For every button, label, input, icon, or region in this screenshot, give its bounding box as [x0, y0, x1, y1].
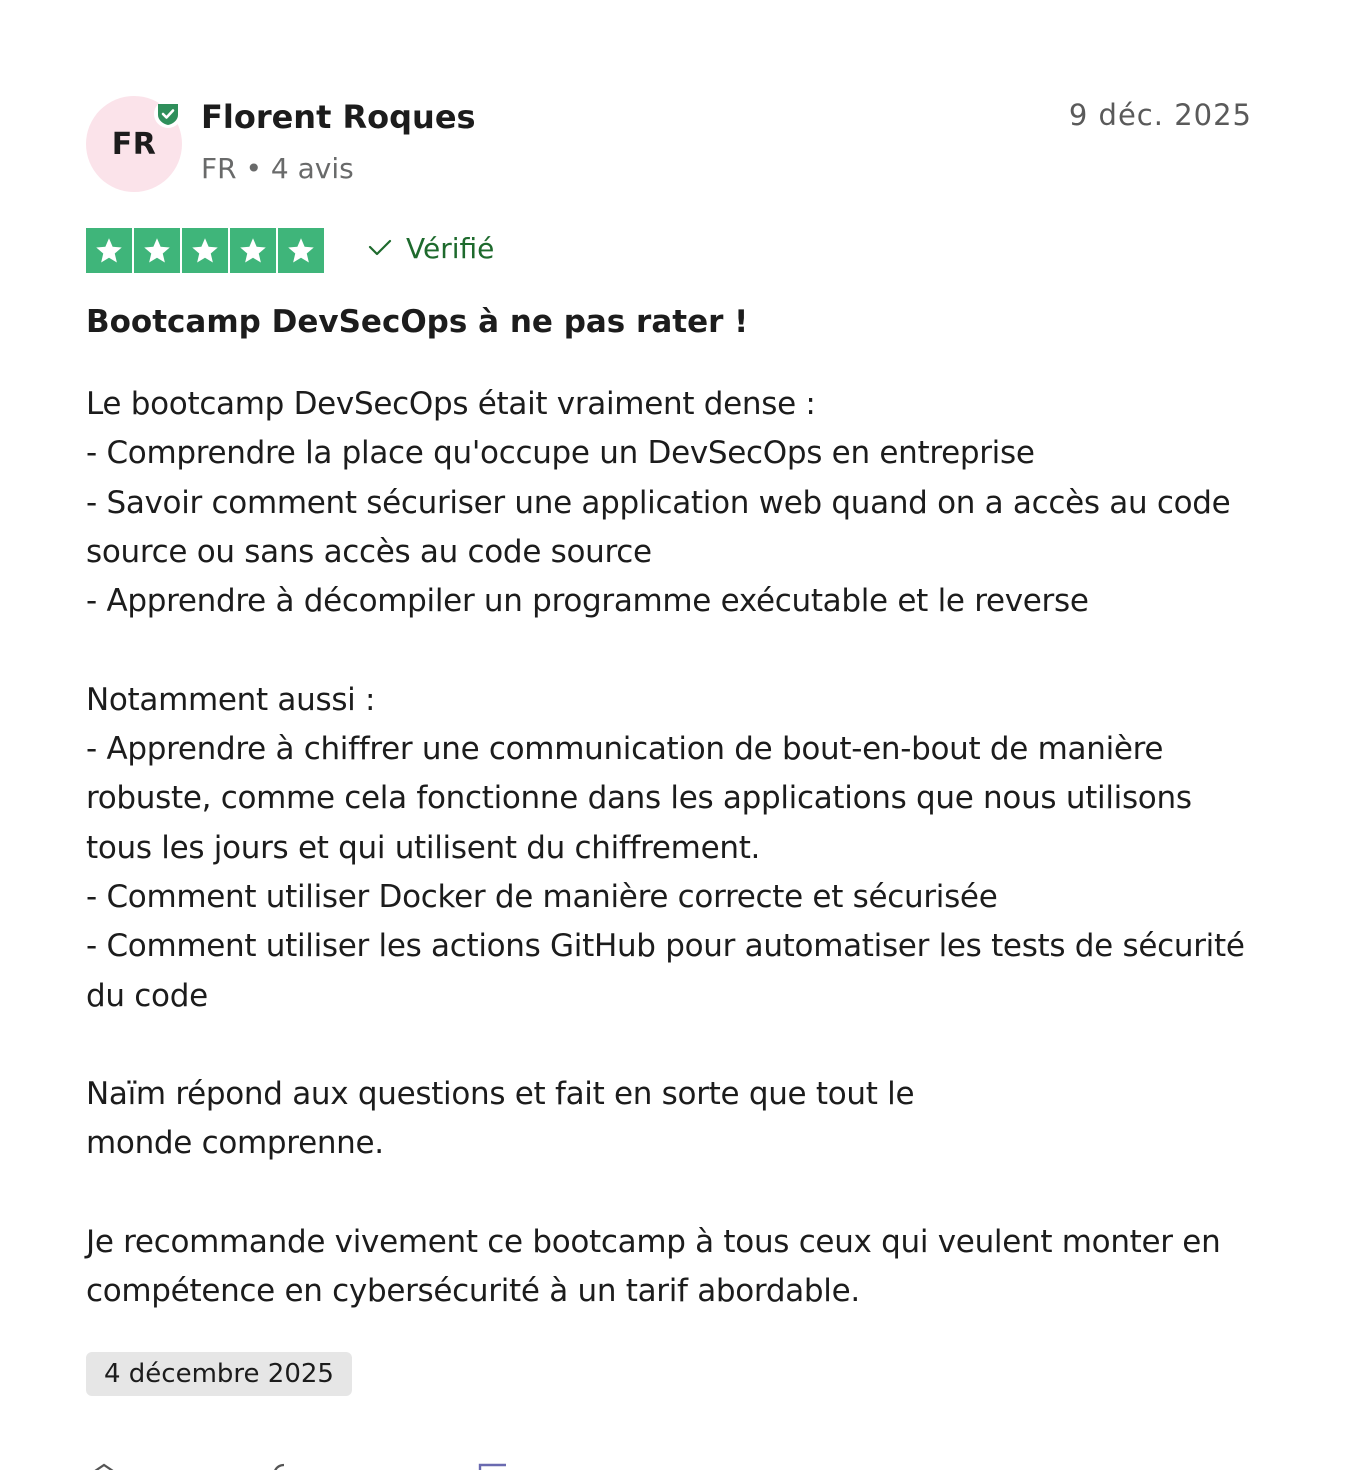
review-date: 9 déc. 2025: [1068, 98, 1252, 132]
user-meta: FR • 4 avis: [201, 152, 354, 185]
review-title: Bootcamp DevSecOps à ne pas rater !: [86, 304, 749, 340]
check-icon: [366, 232, 394, 265]
like-icon[interactable]: [86, 1458, 126, 1470]
star-icon: [182, 228, 228, 273]
rating-row: [86, 228, 786, 274]
experience-date-chip: 4 décembre 2025: [86, 1352, 352, 1396]
avatar-initials: FR: [111, 126, 157, 162]
review-actions: [86, 1458, 686, 1470]
share-icon[interactable]: [266, 1458, 296, 1470]
star-icon: [278, 228, 324, 273]
verified-text: Vérifié: [406, 232, 495, 265]
review-body: Le bootcamp DevSecOps était vraiment dense : - Comprendre la place qu'occupe un DevSecOps en entreprise - Savoir comment sécuriser une application web quand on a accès au code source ou sans accès au code source - Apprendre à décompiler un programme exécutable et le reverse Notamment aussi : - Apprendre à chiffrer une communication de bout-en-bout de manière robuste, comme cela fonctionne dans les applications que nous utilisons tous les jours et qui utilisent du chiffrement. - Comment utiliser Docker de manière correcte et sécurisée - Comment utiliser les actions GitHub pour automatiser les tests de sécurité du code Naïm répond aux questions et fait en sorte que tout le monde comprenne. Je recommande vivement ce bootcamp à tous ceux qui veulent monter en compétence en cybersécurité à un tarif abordable.: [86, 386, 1245, 1310]
star-icon: [230, 228, 276, 273]
review-card: [86, 96, 1252, 1389]
star-rating: [86, 228, 324, 273]
shield-check-icon: [154, 100, 182, 128]
flag-icon[interactable]: [476, 1458, 512, 1470]
star-icon: [86, 228, 132, 273]
user-name[interactable]: Florent Roques: [201, 98, 476, 136]
review-header: [86, 96, 1252, 196]
star-icon: [134, 228, 180, 273]
verified-label[interactable]: [366, 232, 494, 265]
